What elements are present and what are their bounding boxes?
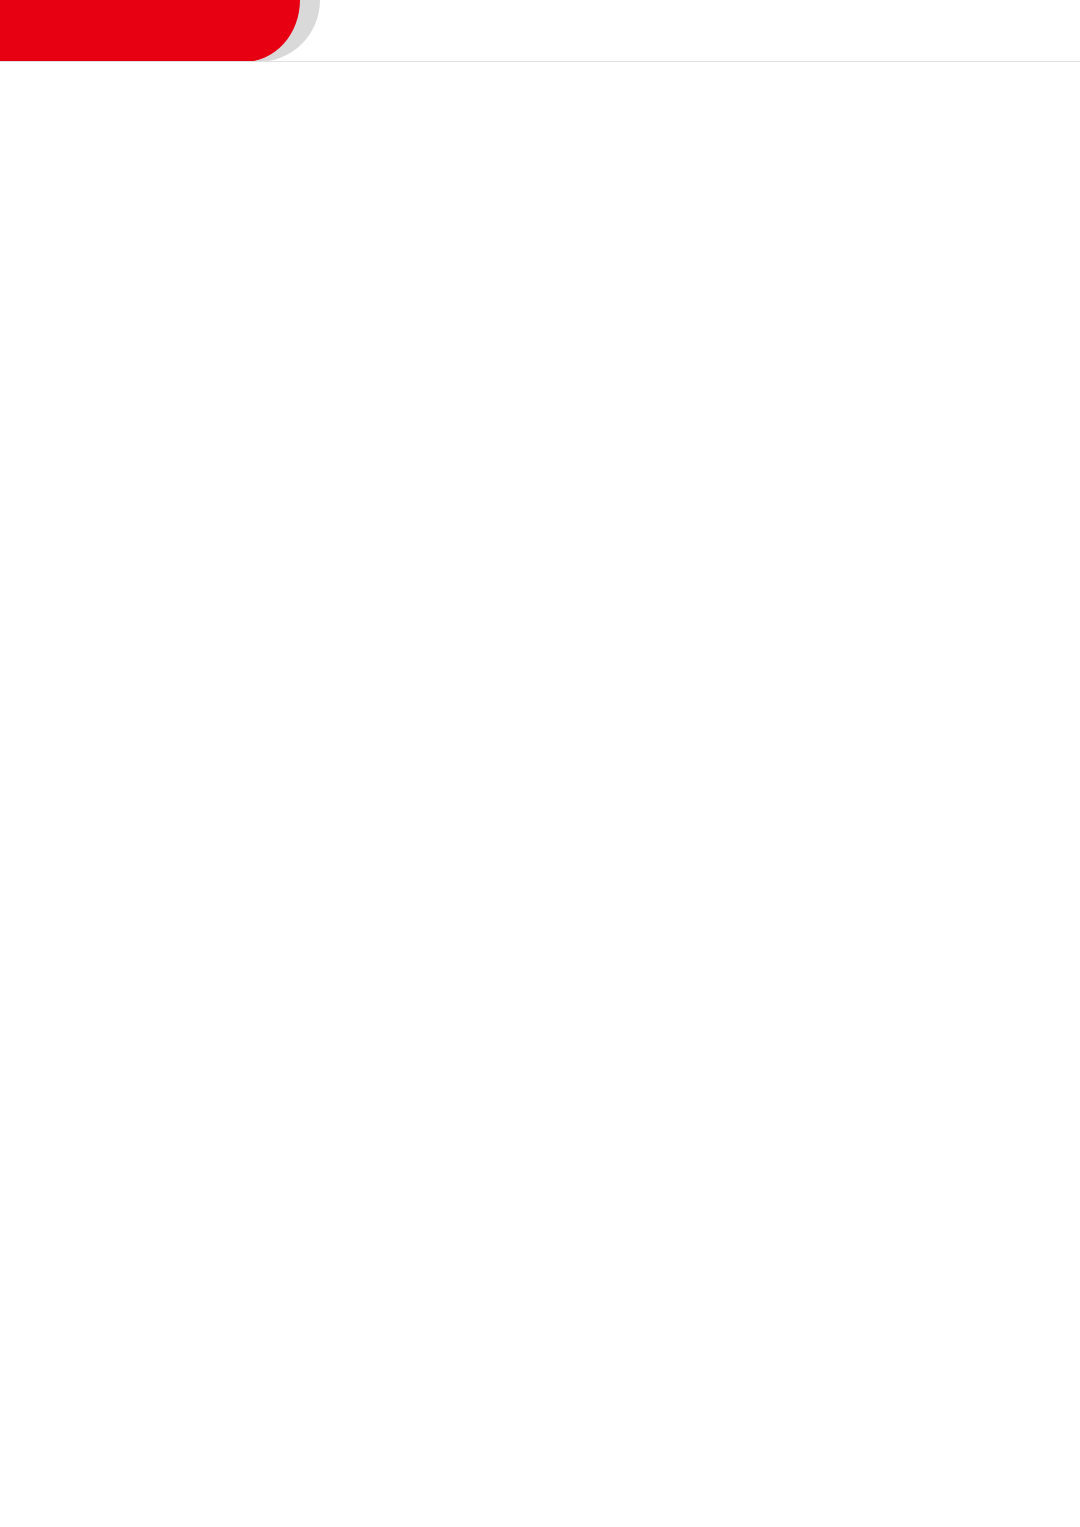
header-red-shape <box>0 0 300 62</box>
page-header <box>0 0 1080 62</box>
skyline-illustration <box>0 1025 1080 1527</box>
cim-standard-framework-diagram <box>0 555 1080 975</box>
header-divider <box>0 61 1080 62</box>
